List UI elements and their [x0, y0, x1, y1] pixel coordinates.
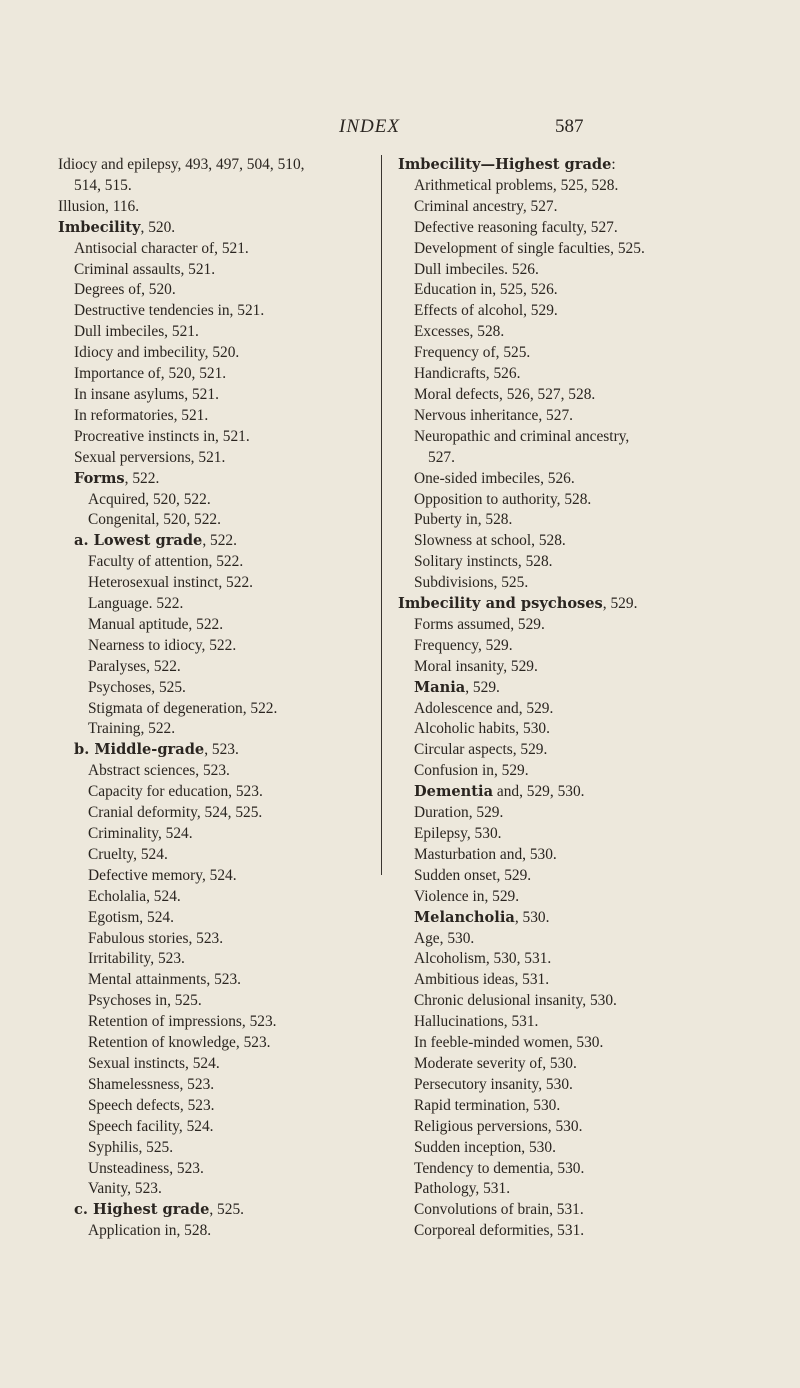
index-entry: Training, 522.: [88, 720, 176, 738]
index-entry: Puberty in, 528.: [414, 511, 513, 529]
index-heading: a. Lowest grade: [74, 532, 203, 550]
index-entry: Irritability, 523.: [88, 950, 185, 968]
index-heading: Imbecility: [58, 218, 141, 236]
index-entry: Moral insanity, 529.: [414, 657, 538, 675]
index-entry: Frequency of, 525.: [414, 344, 531, 362]
index-entry: Subdivisions, 525.: [414, 574, 529, 592]
index-entry: Neuropathic and criminal ancestry,: [414, 427, 630, 445]
index-entry: Development of single faculties, 525.: [414, 239, 645, 257]
index-entry: Solitary instincts, 528.: [414, 553, 553, 571]
index-entry: Education in, 525, 526.: [414, 281, 558, 299]
index-entry-text: , 522.: [202, 532, 237, 550]
index-entry: Defective memory, 524.: [88, 866, 237, 884]
index-entry: Stigmata of degeneration, 522.: [88, 699, 278, 717]
index-entry: Application in, 528.: [88, 1222, 212, 1240]
index-entry: Cruelty, 524.: [88, 845, 168, 863]
running-title: INDEX: [339, 116, 400, 137]
index-entry: Speech facility, 524.: [88, 1117, 214, 1135]
index-entry-text: , 529.: [465, 678, 500, 696]
index-entry: Sudden onset, 529.: [414, 866, 532, 884]
index-entry: Retention of knowledge, 523.: [88, 1034, 271, 1052]
index-heading: c. Highest grade: [74, 1201, 210, 1219]
index-entry: Criminality, 524.: [88, 825, 193, 842]
index-heading: Imbecility—Highest grade: [398, 156, 612, 173]
index-entry: Acquired, 520, 522.: [88, 490, 211, 508]
index-entry-text: , 530.: [514, 908, 550, 926]
index-entry: Frequency, 529.: [414, 636, 513, 654]
index-entry-text: , 522.: [124, 469, 160, 487]
index-entry: Psychoses in, 525.: [88, 992, 202, 1010]
index-entry: [58, 1200, 378, 1221]
page-header: [0, 116, 800, 146]
index-entry: Rapid termination, 530.: [414, 1096, 561, 1114]
index-entry: Pathology, 531.: [414, 1180, 511, 1198]
index-entry: Adolescence and, 529.: [414, 699, 554, 717]
index-entry: Procreative instincts in, 521.: [74, 427, 250, 445]
index-heading: Dementia: [414, 783, 494, 801]
index-entry: Chronic delusional insanity, 530.: [414, 992, 617, 1010]
index-entry: One-sided imbeciles, 526.: [414, 469, 575, 487]
index-entry: Mental attainments, 523.: [88, 971, 242, 989]
index-entry: Arithmetical problems, 525, 528.: [414, 176, 619, 194]
index-entry: [58, 469, 378, 490]
index-entry: Capacity for education, 523.: [88, 783, 263, 801]
index-entry: Idiocy and imbecility, 520.: [74, 344, 240, 362]
index-entry: [398, 908, 738, 929]
index-entry: Nervous inheritance, 527.: [414, 406, 573, 424]
index-entry: Masturbation and, 530.: [414, 845, 557, 863]
index-entry: Psychoses, 525.: [88, 678, 186, 696]
index-entry: 527.: [428, 448, 455, 466]
index-entry: Degrees of, 520.: [74, 281, 176, 299]
index-entry: Shamelessness, 523.: [88, 1075, 215, 1093]
index-entry-text: , 525.: [209, 1201, 244, 1219]
index-entry: Moral defects, 526, 527, 528.: [414, 385, 596, 403]
index-entry: [398, 782, 738, 803]
index-entry: Language. 522.: [88, 595, 184, 613]
index-entry-text: and, 529, 530.: [493, 783, 585, 801]
index-entry: Persecutory insanity, 530.: [414, 1075, 573, 1093]
index-entry: [398, 155, 738, 176]
index-heading: Imbecility and psychoses: [398, 595, 603, 613]
index-entry: Echolalia, 524.: [88, 887, 181, 905]
index-entry: Tendency to dementia, 530.: [414, 1159, 585, 1177]
index-entry: Corporeal deformities, 531.: [414, 1222, 585, 1240]
index-entry: Alcoholism, 530, 531.: [414, 950, 552, 968]
index-entry: Cranial deformity, 524, 525.: [88, 804, 263, 822]
index-entry: Excesses, 528.: [414, 323, 505, 341]
index-heading: Melancholia: [414, 908, 515, 926]
index-entry: Nearness to idiocy, 522.: [88, 636, 237, 654]
index-entry: Illusion, 116.: [58, 197, 140, 215]
index-entry: Paralyses, 522.: [88, 657, 181, 675]
index-entry: Fabulous stories, 523.: [88, 929, 224, 947]
index-entry: Speech defects, 523.: [88, 1096, 215, 1114]
index-entry-text: , 523.: [204, 741, 239, 759]
column-divider: [381, 155, 382, 875]
index-entry: Egotism, 524.: [88, 908, 174, 926]
index-entry: Forms assumed, 529.: [414, 615, 545, 633]
index-column-left: [58, 155, 378, 1242]
index-entry-text: , 520.: [140, 218, 176, 236]
index-entry: Sexual instincts, 524.: [88, 1054, 220, 1072]
index-entry: Alcoholic habits, 530.: [414, 720, 550, 738]
index-entry: Criminal ancestry, 527.: [414, 197, 558, 215]
index-entry: Vanity, 523.: [88, 1180, 162, 1198]
index-entry: Congenital, 520, 522.: [88, 511, 221, 529]
index-entry: Slowness at school, 528.: [414, 532, 566, 550]
index-entry: Unsteadiness, 523.: [88, 1159, 204, 1177]
index-entry: Criminal assaults, 521.: [74, 260, 216, 278]
index-entry: Faculty of attention, 522.: [88, 553, 244, 571]
index-entry: Convolutions of brain, 531.: [414, 1201, 584, 1219]
index-entry: Dull imbeciles, 521.: [74, 323, 199, 341]
index-heading: Forms: [74, 469, 125, 487]
index-entry: [398, 678, 738, 699]
index-entry: Opposition to authority, 528.: [414, 490, 592, 508]
index-entry: Abstract sciences, 523.: [88, 762, 230, 780]
index-entry: Violence in, 529.: [414, 887, 520, 905]
page-number: 587: [555, 116, 584, 137]
index-entry: Dull imbeciles. 526.: [414, 260, 539, 278]
index-entry: Effects of alcohol, 529.: [414, 302, 558, 320]
index-entry: Ambitious ideas, 531.: [414, 971, 550, 989]
index-entry: Heterosexual instinct, 522.: [88, 574, 253, 592]
index-entry: Retention of impressions, 523.: [88, 1013, 277, 1031]
index-entry: Defective reasoning faculty, 527.: [414, 218, 618, 236]
index-entry-text: :: [611, 156, 616, 173]
index-entry: Confusion in, 529.: [414, 762, 529, 780]
index-entry: In insane asylums, 521.: [74, 385, 219, 403]
index-entry: Handicrafts, 526.: [414, 365, 521, 383]
index-entry: In reformatories, 521.: [74, 406, 209, 424]
index-entry: Destructive tendencies in, 521.: [74, 302, 265, 320]
index-entry: Idiocy and epilepsy, 493, 497, 504, 510,: [58, 156, 305, 173]
index-entry: Religious perversions, 530.: [414, 1117, 583, 1135]
index-entry: Importance of, 520, 521.: [74, 365, 227, 383]
index-entry: [58, 218, 378, 239]
index-column-right: [398, 155, 738, 1242]
index-heading: b. Middle-grade: [74, 741, 205, 759]
index-entry: Moderate severity of, 530.: [414, 1054, 577, 1072]
index-entry: [58, 740, 378, 761]
index-entry: Hallucinations, 531.: [414, 1013, 539, 1031]
index-entry: Epilepsy, 530.: [414, 825, 502, 842]
index-entry: Antisocial character of, 521.: [74, 239, 249, 257]
index-entry: Manual aptitude, 522.: [88, 615, 224, 633]
index-entry: Syphilis, 525.: [88, 1138, 174, 1156]
index-entry: Circular aspects, 529.: [414, 741, 548, 759]
index-entry: [58, 531, 378, 552]
index-entry: In feeble-minded women, 530.: [414, 1034, 604, 1052]
index-entry: Sudden inception, 530.: [414, 1138, 556, 1156]
index-entry: [398, 594, 738, 615]
index-entry: Age, 530.: [414, 929, 475, 947]
index-entry: 514, 515.: [74, 176, 132, 194]
index-entry-text: , 529.: [602, 595, 638, 613]
index-heading: Mania: [414, 678, 466, 696]
index-entry: Duration, 529.: [414, 804, 504, 822]
index-entry: Sexual perversions, 521.: [74, 448, 226, 466]
